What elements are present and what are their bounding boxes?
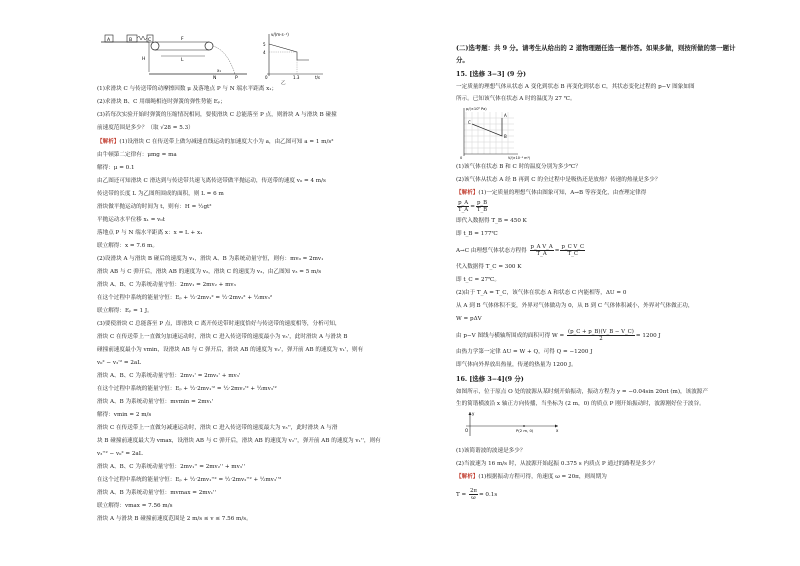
- q16-sub-2: (2)当波速为 16 m/s 时，从波源开始起振 0.375 s 内质点 P 通过的路程是多少？: [456, 461, 658, 467]
- solution-line: 解得：μ = 0.1: [97, 165, 135, 171]
- solution-line: (2)设滑块 A 与滑块 B 碰后的速度为 v₁，滑块 A、B 为系统动量守恒，则有：mv₀ = 2mv₁: [97, 256, 324, 262]
- solution-line: 滑块 C 在传送带上一直做匀加速运动时，滑块 C 进入传送带的速度最小为 v₃'，此时滑块 A 与滑块 B: [97, 334, 348, 340]
- svg-text:P: P: [235, 76, 238, 80]
- solution-line: 传送带的长度 L 为乙图所围成的面积，则 L = 6 m: [97, 191, 224, 197]
- solution-line: 即 t_C = 27℃。: [456, 277, 500, 283]
- solution-line: 即 t_B = 177℃: [456, 231, 498, 237]
- solution-line: 在这个过程中系统的能量守恒：Eₚ + ½·2mv₁'² = ½·2mv₂'² + ½mv₃'²: [97, 386, 277, 392]
- solution-line: 解得：vmin = 2 m/s: [97, 412, 152, 418]
- conveyor-figure: [97, 30, 347, 80]
- solution-line: 平抛运动水平位移 x₁ = v₀t: [97, 217, 165, 223]
- wave-axis-figure: [462, 410, 562, 438]
- svg-text:5: 5: [263, 42, 266, 47]
- solution-line: 即气体向外界放出热量，传递的热量为 1200 J。: [456, 362, 577, 368]
- solution-line: v₃''² − v₀² = 2aL: [97, 451, 143, 457]
- graph-caption: 乙: [281, 81, 286, 86]
- svg-text:B: B: [504, 134, 507, 139]
- solution-line: 【解析】(1)设滑块 C 在传送带上做匀减速直线运动的加速度大小为 a，由乙图可知 a = 1 m/s²: [97, 139, 334, 145]
- solution-line: 在这个过程中系统的能量守恒：Eₚ + ½·2mv₁² = ½·2mv₂² + ½mv₃²: [97, 295, 273, 301]
- svg-text:H: H: [142, 57, 146, 62]
- solution-line: 【解析】(1)根据振动方程可得，角速度 ω = 20π，则周期为: [456, 474, 607, 480]
- solution-line: 滑块 A、B、C 为系统动量守恒：2mv₁'' = 2mv₂'' + mv₃'': [97, 464, 246, 470]
- solution-line: 由 p−V 图线与横轴所围成的面积可得 W = $\frac{(p\_C + p\_B)(V\_B - V\_C)}{2}$ = 1200 J: [456, 329, 661, 342]
- svg-text:t/s: t/s: [315, 75, 320, 80]
- solution-line: (3)要使滑块 C 总能落至 P 点，即滑块 C 离开传送带时速度恰好与传送带的速度相等，分析可知，: [97, 321, 341, 327]
- svg-text:1.3: 1.3: [293, 75, 300, 80]
- q16-text: 如图所示，位于原点 O 处的波源从某时刻开始振动，振动方程为 y = −0.04sin 20πt (m)，该波源产: [456, 389, 708, 395]
- q16-sub-1: (1)该简谐波的波速是多少？: [456, 448, 526, 454]
- svg-text:p/(×10⁵ Pa): p/(×10⁵ Pa): [466, 107, 487, 111]
- q15-sub-1: (1)该气体在状态 B 和 C 时的温度分别为多少℃？: [456, 164, 581, 170]
- optional-intro: (二)选考题：共 9 分。请考生从给出的 2 道物理题任选一题作答。如果多做，则按所做的第一题计: [456, 44, 736, 52]
- solution-line: v₀² − v₃'² = 2aL: [97, 360, 141, 366]
- svg-text:0: 0: [460, 156, 463, 160]
- svg-text:C: C: [468, 120, 471, 125]
- solution-line: 滑块 A 与滑块 B 碰撞前速度范围是 2 m/s ≤ v ≤ 7.56 m/s。: [97, 516, 252, 522]
- svg-text:O: O: [465, 428, 469, 433]
- q15-title: 15. [选修 3−3] (9 分): [456, 70, 526, 78]
- solution-line: 滑块 A、B 为系统动量守恒：mvmax = 2mv₁'': [97, 490, 217, 496]
- solution-line: A→C 由理想气体状态方程得 $\frac{\text{p\_A V\_A}}{T\_A}$ = $\frac{\text{p\_C V\_C}}{T\_C}$: [456, 244, 585, 257]
- solution-line: 块 B 碰撞前速度最大为 vmax，设滑块 AB 与 C 弹开后，滑块 AB 的速度为 v₂''，弹开前 AB 的速度为 v₁''，则有: [97, 438, 381, 444]
- solution-line: 【解析】(1)一定质量的理想气体由图象可知，A→B 等容变化，由查理定律得: [456, 190, 647, 196]
- solution-line: 由热力学第一定律 ΔU = W + Q，可得 Q = −1200 J: [456, 349, 593, 355]
- solution-line: 滑块 AB 与 C 弹开后，滑块 AB 的速度为 v₂，滑块 C 的速度为 v₃，由乙图知 v₃ = 5 m/s: [97, 269, 322, 275]
- svg-text:V/(×10⁻³ m³): V/(×10⁻³ m³): [508, 156, 531, 160]
- solution-line: 碰撞前速度最小为 vmin，设滑块 AB 与 C 弹开后，滑块 AB 的速度为 v₂'，弹开前 AB 的速度为 v₁'，则有: [97, 347, 364, 353]
- solution-line: 由牛顿第二定律有：μmg = ma: [97, 152, 177, 158]
- solution-line: 滑块 A、B、C 为系统动量守恒：2mv₁' = 2mv₂' + mv₃': [97, 373, 241, 379]
- svg-text:F: F: [181, 37, 184, 42]
- solution-line: W = pΔV: [456, 316, 482, 322]
- solution-line: 落地点 P 与 N 端水平距离 x：x = L + x₁: [97, 230, 203, 236]
- solution-line: 即代入数据得 T_B = 450 K: [456, 218, 527, 224]
- svg-text:y: y: [472, 411, 475, 416]
- solution-line: 滑块 C 在传送带上一直做匀减速运动时，滑块 C 进入传送带的速度最大为 v₃''，此时滑块 A 与滑: [97, 425, 338, 431]
- solution-line: 联立解得：vmax = 7.56 m/s: [97, 503, 173, 509]
- solution-line: 联立解得：x = 7.6 m。: [97, 243, 158, 249]
- svg-text:A: A: [107, 38, 111, 43]
- question-1: (1)求滑块 C 与传送带的动摩擦因数 μ 及落地点 P 与 N 端水平距离 x₁；: [97, 86, 278, 92]
- question-3-line-1: (3)若每次实验开始时弹簧的压缩情况相同，要使滑块 C 总能落至 P 点，则滑块 A 与滑块 B 碰撞: [97, 112, 337, 118]
- q15-sub-2: (2)该气体从状态 A 经 B 再到 C 的全过程中是吸热还是放热？传递的热量是多少？: [456, 177, 661, 183]
- svg-text:B: B: [129, 38, 133, 43]
- svg-text:4: 4: [263, 50, 266, 55]
- solution-line: 联立解得：Eₚ = 1 J。: [97, 308, 153, 314]
- jiexi-label: 【解析】: [97, 139, 120, 145]
- solution-line: 从 A 到 B 气体体积不变，外界对气体做功为 0，从 B 到 C 气体体积减小，外界对气体做正功，: [456, 303, 694, 309]
- svg-text:P(2 m, 0): P(2 m, 0): [516, 428, 534, 433]
- solution-line: 由乙图还可知滑块 C 滑达到与传送带共速飞离传送带做平抛运动，传送带的速度 v₀ = 4 m/s: [97, 178, 326, 184]
- solution-line: 在这个过程中系统的能量守恒：Eₚ + ½·2mv₁''² = ½·2mv₂''² + ½mv₃''²: [97, 477, 282, 483]
- period-eq: T = $\frac{2\pi}{\omega}$ = 0.1s: [456, 488, 498, 501]
- pv-diagram: [458, 104, 538, 160]
- svg-text:C: C: [148, 38, 152, 43]
- svg-text:L: L: [181, 58, 184, 63]
- charles-law-eq: $\frac{p\_A}{T\_A}$ = $\frac{p\_B}{T\_B}$: [458, 200, 488, 213]
- solution-line: 滑块做平抛运动的时间为 t，则有：H = ½gt²: [97, 204, 212, 210]
- svg-text:x₁: x₁: [217, 68, 221, 73]
- q16-text: 生的简谐横波沿 x 轴正方向传播，当坐标为 (2 m，0) 的质点 P 刚开始振动时，波源刚好位于波谷。: [456, 401, 705, 407]
- question-3-line-2: 前速度范围是多少？（取 √28 = 5.3）: [97, 125, 194, 131]
- optional-intro-2: 分。: [456, 56, 469, 64]
- svg-text:N: N: [213, 76, 217, 80]
- svg-text:x: x: [556, 428, 559, 433]
- svg-text:A: A: [504, 113, 507, 118]
- solution-line: 滑块 A、B、C 为系统动量守恒：2mv₁ = 2mv₂ + mv₃: [97, 282, 236, 288]
- solution-line: 滑块 A、B 为系统动量守恒：mvmin = 2mv₁': [97, 399, 214, 405]
- svg-text:v/(m·s⁻¹): v/(m·s⁻¹): [271, 32, 289, 37]
- q15-text: 一定质量的理想气体从状态 A 变化到状态 B 再变化到状态 C，其状态变化过程的 p−V 图象如图: [456, 84, 695, 90]
- question-2: (2)求滑块 B、C 用细绳相连时弹簧的弹性势能 Eₚ；: [97, 99, 226, 105]
- svg-text:0: 0: [265, 75, 268, 80]
- q15-text: 所示。已知该气体在状态 A 时的温度为 27 ℃。: [456, 96, 576, 102]
- solution-line: 代入数据得 T_C = 300 K: [456, 264, 522, 270]
- solution-line: (2)由于 T_A = T_C，该气体在状态 A 和状态 C 内能相等，ΔU = 0: [456, 290, 627, 296]
- q16-title: 16. [选修 3−4](9 分): [456, 375, 524, 383]
